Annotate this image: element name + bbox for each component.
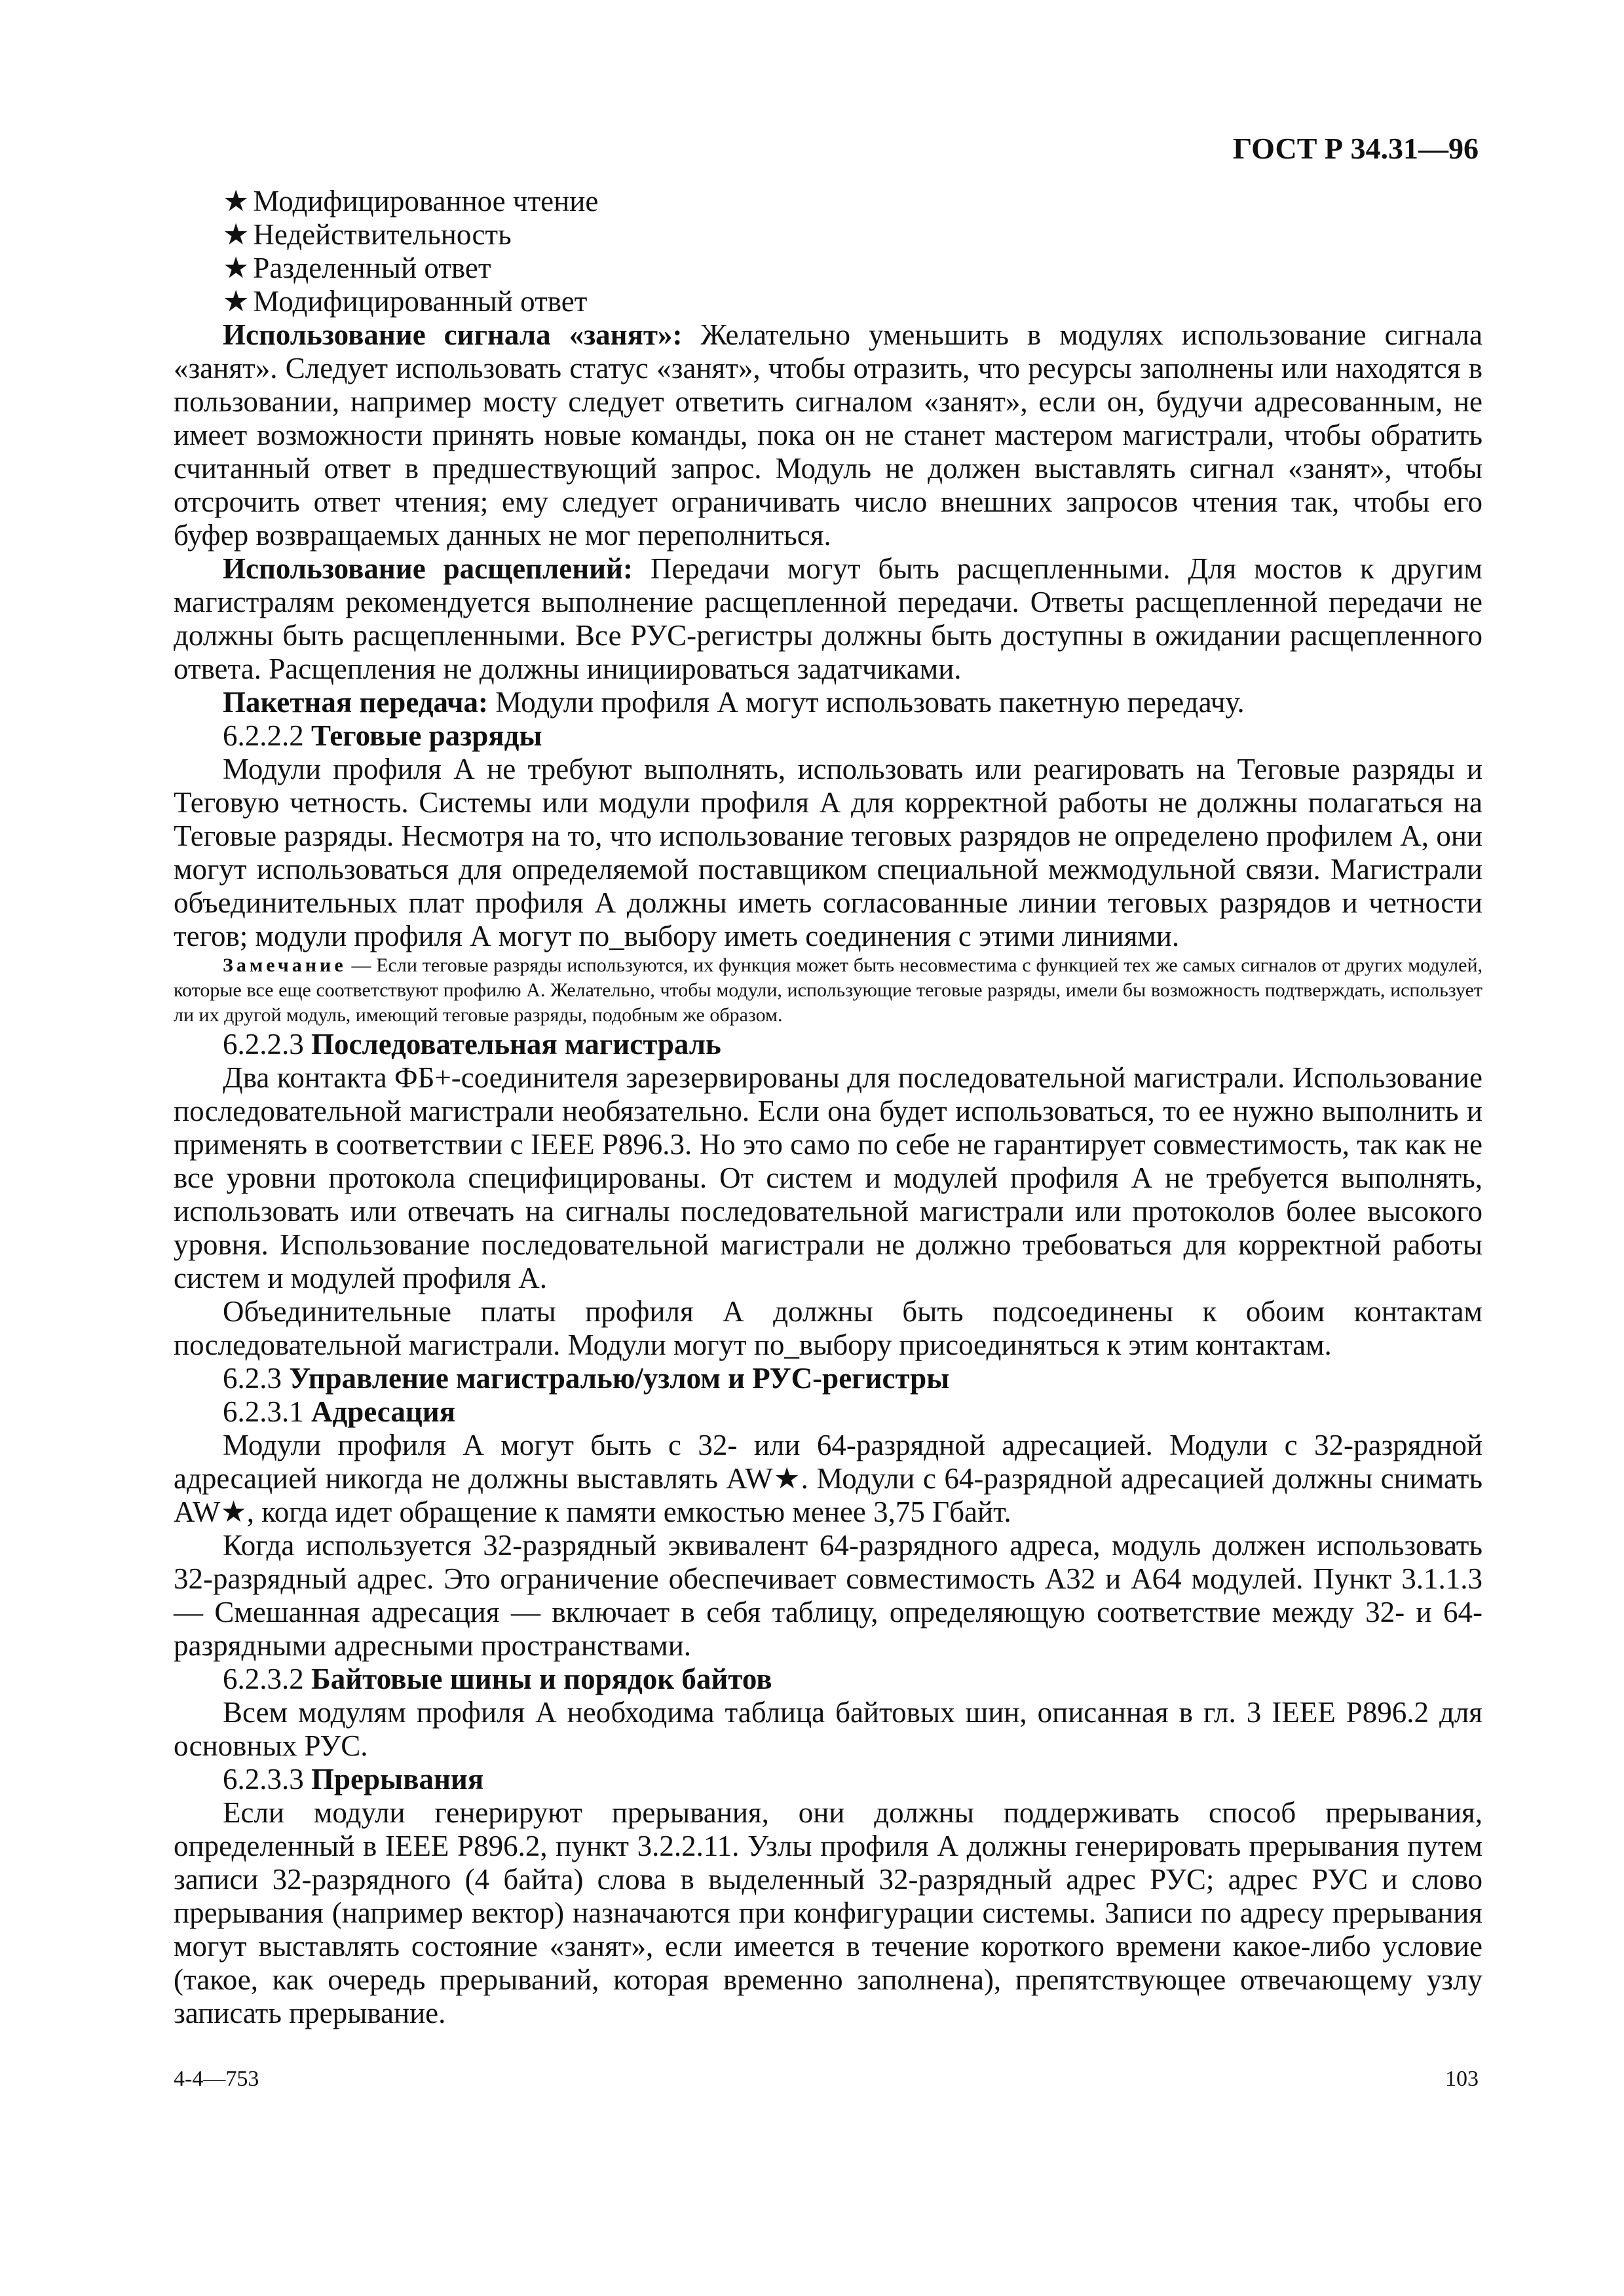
note: Замечание — Если теговые разряды используются, их функция может быть несовместима с функцией тех же самых сигналов от других модулей, которые все еще соответствуют профилю А. Желательно, чтобы модули, использующие теговые разряды, имели бы возможность подтверждать, использует ли их другой модуль, имеющий теговые разряды, подобным же образом. [174,954,1482,1026]
list-item: ★ Недействительность [223,218,512,251]
section-heading-6231: 6.2.3.1 Адресация [223,1395,456,1428]
paragraph-interrupts: Если модули генерируют прерывания, они должны поддерживать способ прерывания, определенный в IEEE P896.2, пункт 3.2.2.11. Узлы профиля А должны генерировать прерывания путем записи 32-разрядного (4 байта) слова в выделенный 32-разрядный адрес РУС; адрес РУС и слово прерывания (например вектор) назначаются при конфигурации системы. Записи по адресу прерывания могут выставлять состояние «занят», если имеется в течение короткого времени какое-либо условие (такое, как очередь прерываний, которая временно заполнена), препятствующее отвечающему узлу записать прерывание. [174,1796,1482,2029]
list-item: ★ Разделенный ответ [223,252,491,284]
paragraph-tag-bits: Модули профиля А не требуют выполнять, использовать или реагировать на Теговые разряды и Теговую четность. Системы или модули профиля А для корректной работы не должны полагаться на Теговые разряды. Несмотря на то, что использование теговых разрядов не определено профилем А, они могут использоваться для определяемой поставщиком специальной межмодульной связи. Магистрали объединительных плат профиля А должны иметь согласованные линии теговых разрядов и четности тегов; модули профиля А могут по_выбору иметь соединения с этими линиями. [174,753,1482,952]
section-heading-623: 6.2.3 Управление магистралью/узлом и РУС-регистры [223,1362,950,1395]
section-heading-6233: 6.2.3.3 Прерывания [223,1763,484,1796]
paragraph-split: Использование расщеплений: Передачи могут быть расщепленными. Для мостов к другим магистралям рекомендуется выполнение расщепленной передачи. Ответы расщепленной передачи не должны быть расщепленными. Все РУС-регистры должны быть доступны в ожидании расщепленного ответа. Расщепления не должны инициироваться задатчиками. [174,552,1483,685]
list-item: ★ Модифицированный ответ [223,285,588,318]
paragraph-addressing-2: Когда используется 32-разрядный эквивалент 64-разрядного адреса, модуль должен использовать 32-разрядный адрес. Это ограничение обеспечивает совместимость А32 и А64 модулей. Пункт 3.1.1.3 — Смешанная адресация — включает в себя таблицу, определяющую соответствие между 32- и 64-разрядными адресными пространствами. [174,1529,1482,1662]
page-body [174,185,1482,2030]
section-heading-6232: 6.2.3.2 Байтовые шины и порядок байтов [223,1663,772,1695]
star-icon: ★ [223,285,250,318]
section-heading-6223: 6.2.2.3 Последовательная магистраль [223,1028,721,1061]
star-icon: ★ [223,252,250,284]
note-label: Замечание [223,954,347,976]
footer-code: 4-4—753 [174,2067,259,2091]
paragraph-busy-signal: Использование сигнала «занят»: Желательно уменьшить в модулях использование сигнала «занят». Следует использовать статус «занят», чтобы отразить, что ресурсы заполнены или находятся в пользовании, например мосту следует ответить сигналом «занят», если он, будучи адресованным, не имеет возможности принять новые команды, пока он не станет мастером магистрали, чтобы обратить считанный ответ в предшествующий запрос. Модуль не должен выставлять сигнал «занят», чтобы отсрочить ответ чтения; ему следует ограничивать число внешних запросов чтения так, чтобы его буфер возвращаемых данных не мог переполниться. [174,318,1482,552]
paragraph-label: Использование расщеплений: [223,552,633,585]
paragraph-serial-bus-1: Два контакта ФБ+-соединителя зарезервированы для последовательной магистрали. Использование последовательной магистрали необязательно. Если она будет использоваться, то ее нужно выполнить и применять в соответствии с IEEE P896.3. Но это само по себе не гарантирует совместимость, так как не все уровни протокола специфицированы. От систем и модулей профиля А не требуется выполнять, использовать или отвечать на сигналы последовательной магистрали или протоколов более высокого уровня. Использование последовательной магистрали не должно требоваться для корректной работы систем и модулей профиля А. [174,1061,1482,1294]
section-heading-6222: 6.2.2.2 Теговые разряды [223,719,542,752]
paragraph-addressing-1: Модули профиля А могут быть с 32- или 64-разрядной адресацией. Модули с 32-разрядной адресацией никогда не должны выставлять AW★. Модули с 64-разрядной адресацией должны снимать AW★, когда идет обращение к памяти емкостью менее 3,75 Гбайт. [174,1429,1482,1528]
paragraph-serial-bus-2: Объединительные платы профиля А должны быть подсоединены к обоим контактам последовательной магистрали. Модули могут по_выбору присоединяться к этим контактам. [174,1295,1482,1361]
paragraph-packet: Пакетная передача: Модули профиля А могут использовать пакетную передачу. [223,686,1245,719]
paragraph-label: Использование сигнала «занят»: [223,318,683,351]
star-icon: ★ [223,218,250,251]
page-number: 103 [1445,2067,1479,2091]
document-header: ГОСТ Р 34.31—96 [1233,132,1479,165]
star-icon: ★ [223,185,250,217]
paragraph-label: Пакетная передача: [223,686,489,719]
list-item: ★ Модифицированное чтение [223,185,599,217]
paragraph-byte-lanes: Всем модулям профиля А необходима таблица байтовых шин, описанная в гл. 3 IEEE P896.2 для основных РУС. [174,1696,1482,1762]
